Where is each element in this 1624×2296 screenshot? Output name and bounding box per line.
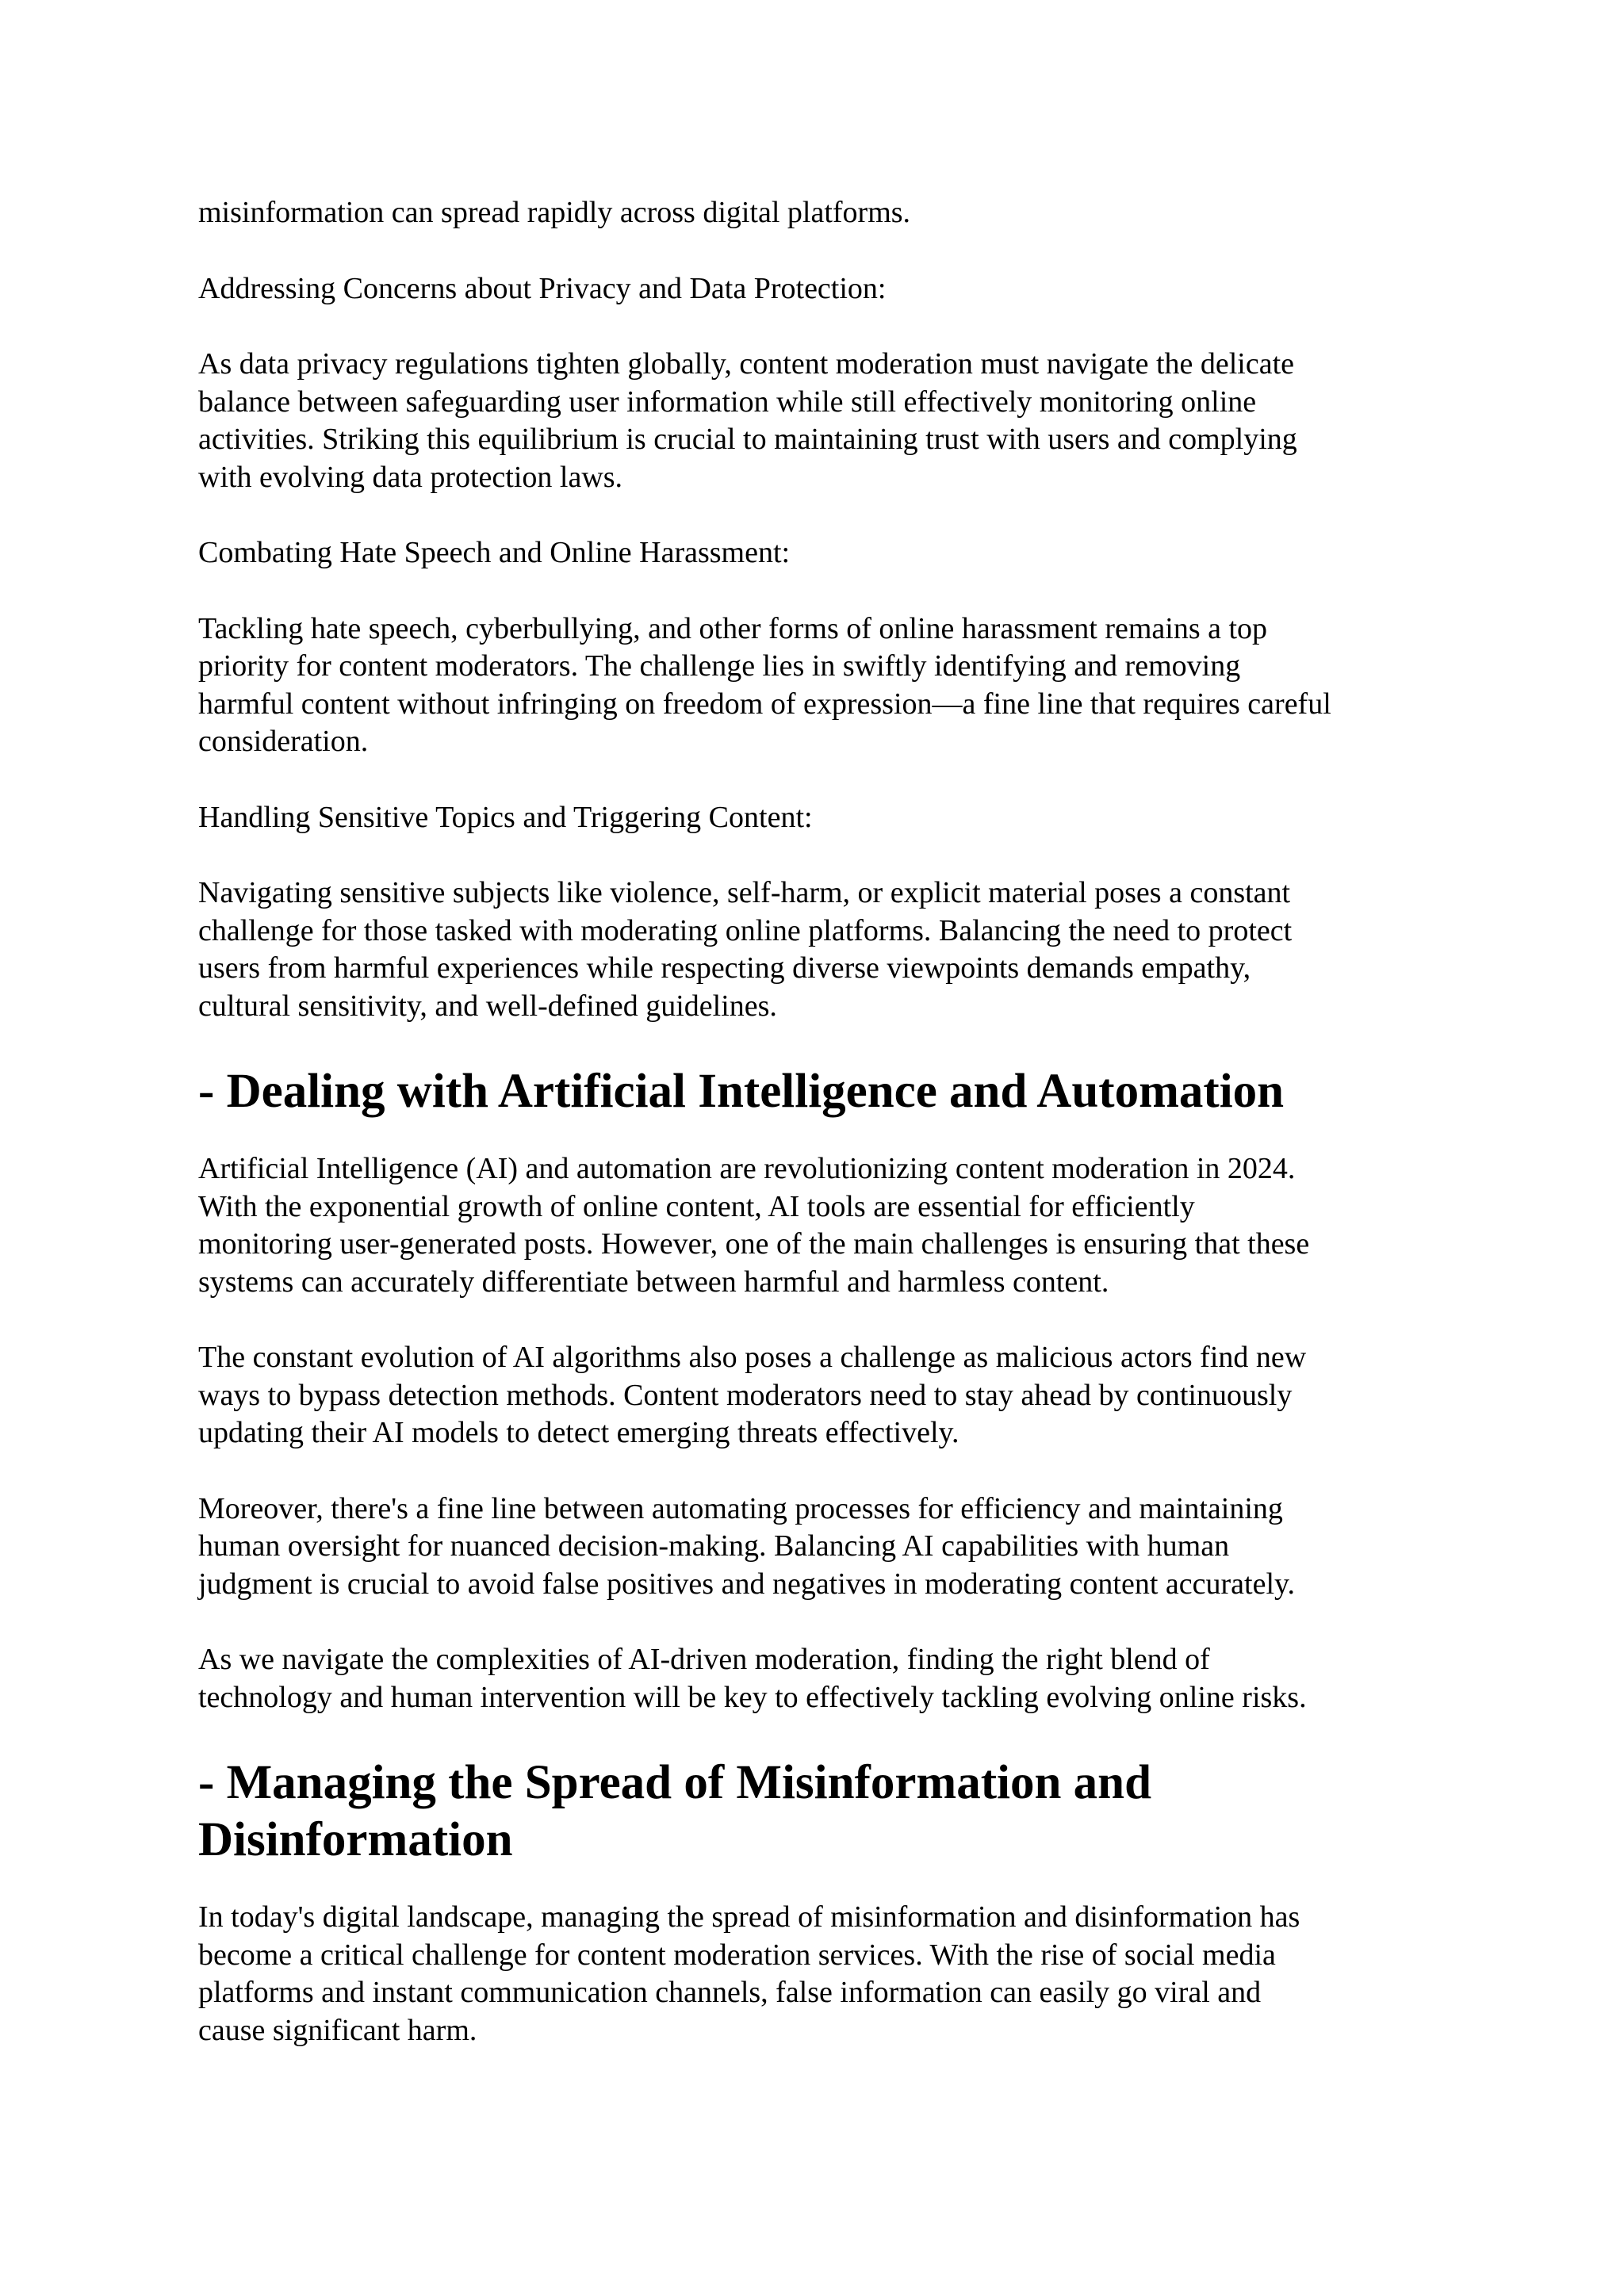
heading-line: - Managing the Spread of Misinformation and [198,1756,1152,1809]
text-line: systems can accurately differentiate between harmful and harmless content. [198,1265,1109,1299]
text-line: updating their AI models to detect emerging threats effectively. [198,1416,959,1449]
text-line: Tackling hate speech, cyberbullying, and other forms of online harassment remains a top [198,611,1268,645]
heading-misinformation [198,1755,1459,1869]
text-line: human oversight for nuanced decision-making. Balancing AI capabilities with human [198,1529,1230,1563]
paragraph-sensitive-topics [198,874,1459,1025]
paragraph-misinformation [198,1899,1459,2049]
paragraph-ai-2 [198,1339,1459,1452]
text-line: Moreover, there's a fine line between automating processes for efficiency and maintaining [198,1491,1283,1525]
text-line: harmful content without infringing on freedom of expression—a fine line that requires careful [198,687,1331,721]
paragraph-ai-4 [198,1641,1459,1716]
text-line: Handling Sensitive Topics and Triggering Content: [198,800,813,834]
text-line: cause significant harm. [198,2013,477,2047]
paragraph-1 [198,194,1459,232]
subheading-sensitive-topics [198,799,1459,837]
text-line: Combating Hate Speech and Online Harassment: [198,536,791,569]
text-line: As we navigate the complexities of AI-driven moderation, finding the right blend of [198,1643,1210,1676]
text-line: balance between safeguarding user information while still effectively monitoring online [198,385,1257,419]
paragraph-ai-1 [198,1150,1459,1301]
paragraph-ai-3 [198,1490,1459,1604]
text-line: The constant evolution of AI algorithms also poses a challenge as malicious actors find new [198,1341,1307,1374]
text-line: Artificial Intelligence (AI) and automation are revolutionizing content moderation in 2024. [198,1152,1296,1185]
text-line: platforms and instant communication channels, false information can easily go viral and [198,1976,1262,2009]
text-line: Navigating sensitive subjects like violence, self-harm, or explicit material poses a constant [198,876,1291,909]
text-line: challenge for those tasked with moderating online platforms. Balancing the need to protect [198,913,1293,947]
text-line: judgment is crucial to avoid false positives and negatives in moderating content accurately. [198,1567,1296,1601]
text-line: with evolving data protection laws. [198,460,623,494]
subheading-privacy [198,270,1459,308]
paragraph-privacy [198,346,1459,496]
heading-ai-automation [198,1063,1459,1120]
text-line: priority for content moderators. The challenge lies in swiftly identifying and removing [198,649,1241,683]
text-line: ways to bypass detection methods. Content moderators need to stay ahead by continuously [198,1378,1293,1412]
text-line: Addressing Concerns about Privacy and Data Protection: [198,271,887,305]
document-page [198,194,1459,2087]
text-line: cultural sensitivity, and well-defined guidelines. [198,989,777,1023]
text-line: technology and human intervention will be key to effectively tackling evolving online risks. [198,1680,1307,1714]
subheading-hate-speech [198,534,1459,572]
text-line: In today's digital landscape, managing the spread of misinformation and disinformation has [198,1900,1300,1934]
text-line: activities. Striking this equilibrium is crucial to maintaining trust with users and complying [198,423,1297,456]
heading-line: - Dealing with Artificial Intelligence and Automation [198,1065,1285,1118]
text-line: As data privacy regulations tighten globally, content moderation must navigate the delicate [198,347,1295,381]
text-line: misinformation can spread rapidly across digital platforms. [198,196,911,229]
text-line: users from harmful experiences while respecting diverse viewpoints demands empathy, [198,951,1251,985]
text-line: become a critical challenge for content moderation services. With the rise of social media [198,1938,1276,1972]
paragraph-hate-speech [198,610,1459,761]
heading-line: Disinformation [198,1813,513,1866]
text-line: With the exponential growth of online content, AI tools are essential for efficiently [198,1189,1195,1223]
text-line: monitoring user-generated posts. However, one of the main challenges is ensuring that these [198,1227,1310,1261]
text-line: consideration. [198,725,369,758]
